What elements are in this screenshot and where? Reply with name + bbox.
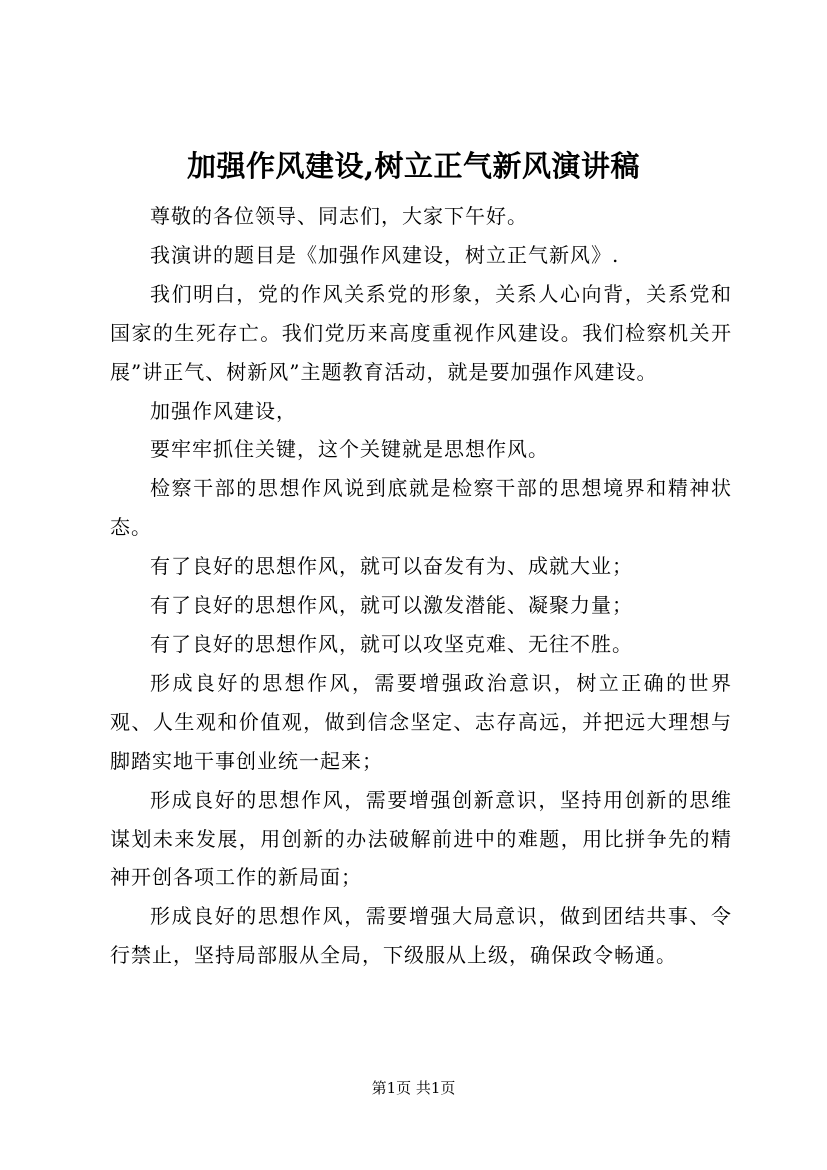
paragraph-benefit-2: 有了良好的思想作风，就可以激发潜能、凝聚力量； <box>150 593 633 618</box>
page-footer: 第1页 共1页 <box>371 1079 456 1097</box>
paragraph-party-style: 我们明白，党的作风关系党的形象，关系人心向背，关系党和国家的生死存亡。我们党历来高度重视作风建设。我们检察机关开展”讲正气、树新风”主题教育活动，就是要加强作风建设。 <box>110 281 732 384</box>
paragraph-greeting: 尊敬的各位领导、同志们，大家下午好。 <box>150 204 528 228</box>
paragraph-overall: 形成良好的思想作风，需要增强大局意识，做到团结共事、令行禁止，坚持局部服从全局，下级服从上级，确保政令畅通。 <box>110 904 732 968</box>
paragraph-mindset: 检察干部的思想作风说到底就是检察干部的思想境界和精神状态。 <box>110 476 732 540</box>
paragraph-political: 形成良好的思想作风，需要增强政治意识，树立正确的世界观、人生观和价值观，做到信念坚定、志存高远，并把远大理想与脚踏实地干事创业统一起来； <box>110 670 732 773</box>
paragraph-strengthen: 加强作风建设， <box>150 398 297 423</box>
paragraph-topic: 我演讲的题目是《加强作风建设，树立正气新风》. <box>150 242 620 267</box>
paragraph-benefit-1: 有了良好的思想作风，就可以奋发有为、成就大业； <box>150 554 633 579</box>
paragraph-innovation: 形成良好的思想作风，需要增强创新意识，坚持用创新的思维谋划未来发展，用创新的办法破解前进中的难题，用比拼争先的精神开创各项工作的新局面； <box>110 787 732 890</box>
paragraph-key: 要牢牢抓住关键，这个关键就是思想作风。 <box>150 437 549 462</box>
document-title: 加强作风建设,树立正气新风演讲稿 <box>186 149 641 183</box>
document-body <box>110 197 732 975</box>
paragraph-benefit-3: 有了良好的思想作风，就可以攻坚克难、无往不胜。 <box>150 631 633 656</box>
